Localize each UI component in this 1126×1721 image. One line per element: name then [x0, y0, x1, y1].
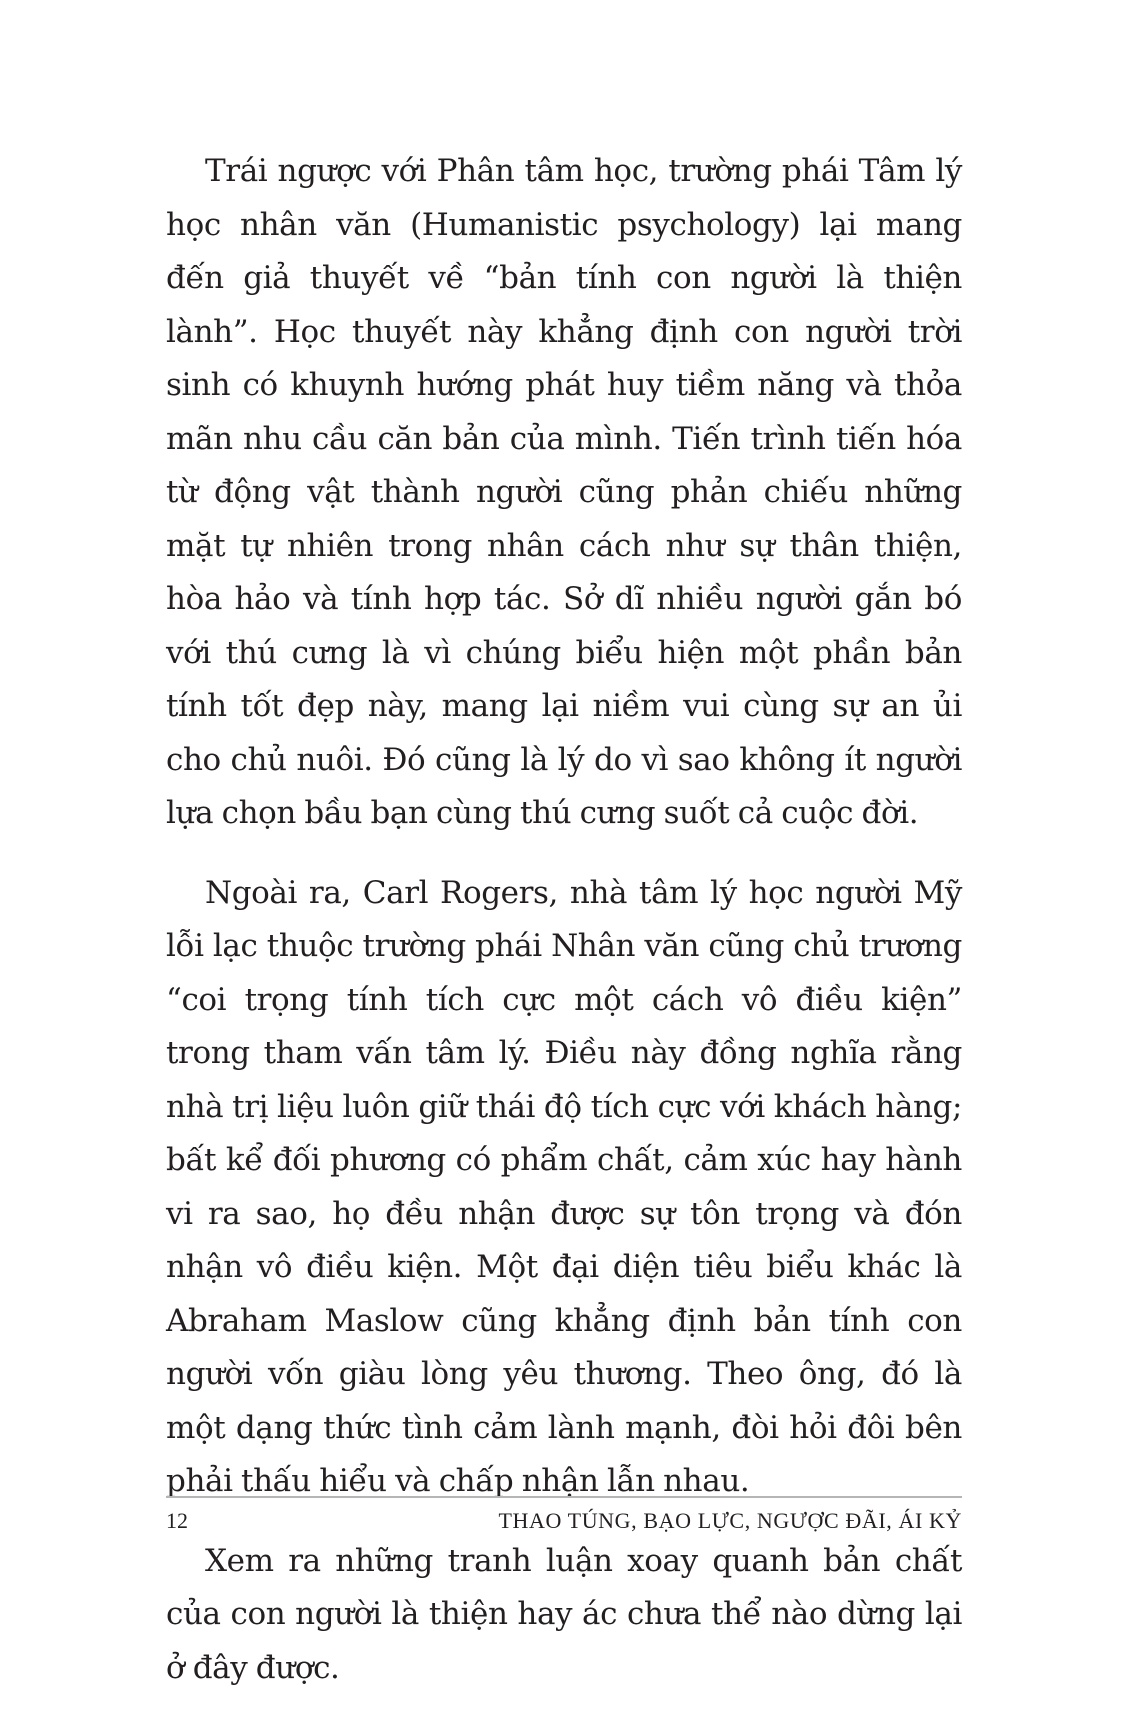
running-title: THAO TÚNG, BẠO LỰC, NGƯỢC ĐÃI, ÁI KỶ	[498, 1508, 962, 1533]
paragraph-carl-rogers-maslow: Ngoài ra, Carl Rogers, nhà tâm lý học người Mỹ lỗi lạc thuộc trường phái Nhân văn cũng chủ trương “coi trọng tính tích cực một cách vô điều kiện” trong tham vấn tâm lý. Điều này đồng nghĩa rằng nhà trị liệu luôn giữ thái độ tích cực với khách hàng; bất kể đối phương có phẩm chất, cảm xúc hay hành vi ra sao, họ đều nhận được sự tôn trọng và đón nhận vô điều kiện. Một đại diện tiêu biểu khác là Abraham Maslow cũng khẳng định bản tính con người vốn giàu lòng yêu thương. Theo ông, đó là một dạng thức tình cảm lành mạnh, đòi hỏi đôi bên phải thấu hiểu và chấp nhận lẫn nhau.	[166, 874, 962, 1499]
body-text	[166, 145, 962, 1721]
page-footer	[166, 1506, 962, 1536]
paragraph-humanistic-psychology: Trái ngược với Phân tâm học, trường phái Tâm lý học nhân văn (Humanistic psychology) lại mang đến giả thuyết về “bản tính con người là thiện lành”. Học thuyết này khẳng định con người trời sinh có khuynh hướng phát huy tiềm năng và thỏa mãn nhu cầu căn bản của mình. Tiến trình tiến hóa từ động vật thành người cũng phản chiếu những mặt tự nhiên trong nhân cách như sự thân thiện, hòa hảo và tính hợp tác. Sở dĩ nhiều người gắn bó với thú cưng là vì chúng biểu hiện một phần bản tính tốt đẹp này, mang lại niềm vui cùng sự an ủi cho chủ nuôi. Đó cũng là lý do vì sao không ít người lựa chọn bầu bạn cùng thú cưng suốt cả cuộc đời.	[166, 153, 962, 831]
paragraph-conclusion: Xem ra những tranh luận xoay quanh bản chất của con người là thiện hay ác chưa thể nào dừng lại ở đây được.	[166, 1542, 962, 1686]
footer-divider	[166, 1496, 962, 1498]
page-number: 12	[166, 1508, 188, 1533]
